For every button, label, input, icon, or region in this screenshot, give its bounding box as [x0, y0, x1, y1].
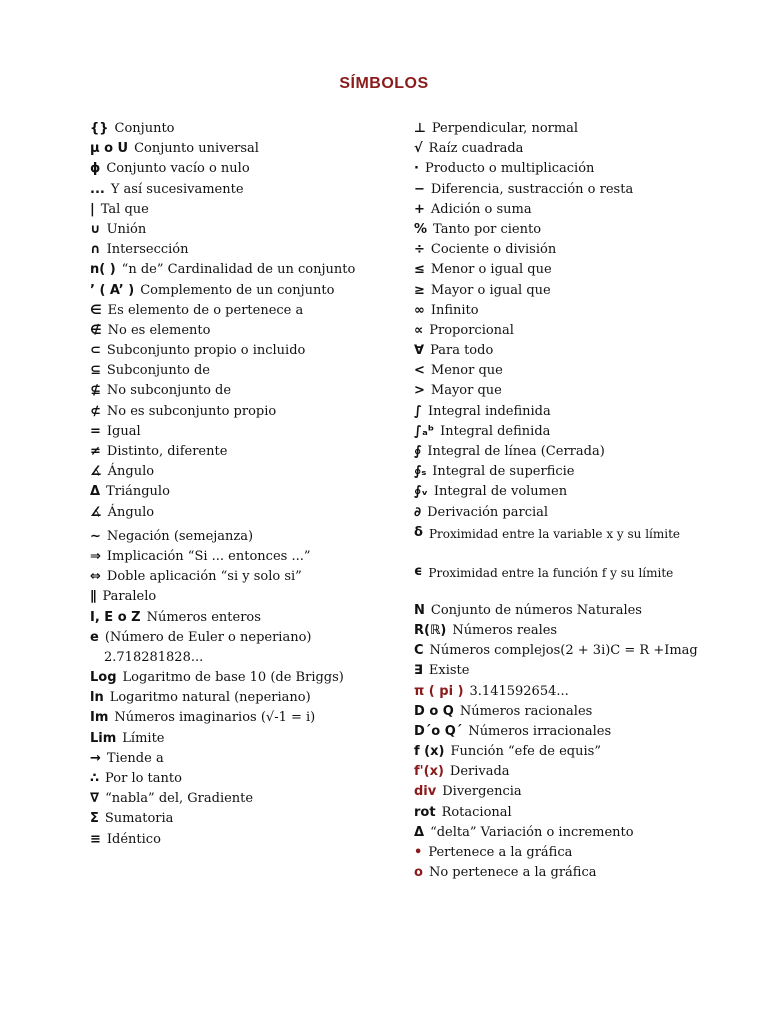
- symbol: ⇔: [90, 569, 101, 585]
- symbol-row: [414, 242, 714, 262]
- symbol-row: [90, 444, 400, 464]
- symbol: ⊆: [90, 363, 101, 379]
- symbol-row: [414, 444, 714, 464]
- symbol: f'(x): [414, 764, 444, 780]
- symbol: •: [414, 845, 423, 860]
- symbol-description: Triángulo: [106, 484, 170, 500]
- symbol-description: Distinto, diferente: [106, 444, 228, 459]
- symbol-description: Tiende a: [106, 750, 164, 766]
- symbol-description: Es elemento de o pertenece a: [107, 302, 304, 318]
- symbol-row: [414, 704, 714, 724]
- symbol: N: [414, 602, 425, 618]
- symbol: %: [414, 221, 428, 237]
- symbol-description: Integral de superficie: [432, 464, 575, 480]
- symbol-row: [90, 710, 400, 730]
- symbol-row: [414, 663, 714, 683]
- symbol-description: (Número de Euler o neperiano): [104, 629, 312, 645]
- symbol-description: “delta” Variación o incremento: [430, 824, 634, 840]
- symbol-description: Subconjunto propio o incluido: [106, 343, 306, 359]
- symbol-row: [414, 383, 714, 403]
- symbol-row: [414, 724, 714, 744]
- symbol: ...: [90, 181, 105, 197]
- symbol: =: [90, 423, 101, 439]
- symbol: ϵ: [414, 563, 423, 579]
- symbol: <: [414, 363, 425, 379]
- symbol-row: [414, 262, 714, 282]
- symbol-description: Integral indefinida: [427, 403, 551, 419]
- symbol: ⊈: [90, 383, 101, 399]
- symbol-row: [414, 323, 714, 343]
- symbol-row: [90, 630, 400, 650]
- symbol-row: [90, 811, 400, 831]
- symbol-row: [414, 603, 714, 623]
- symbol-description: Función “efe de equis”: [450, 744, 601, 760]
- symbol-description: Unión: [106, 221, 147, 237]
- symbol: Σ: [90, 811, 99, 827]
- symbol: e: [90, 629, 99, 645]
- symbol-description: Paralelo: [102, 589, 157, 605]
- symbol-row: [414, 764, 714, 784]
- symbol-description: Integral definida: [440, 423, 551, 439]
- symbol: ∫ₐᵇ: [414, 423, 435, 439]
- symbol: ∡: [90, 504, 102, 520]
- symbol-description: Números irracionales: [468, 723, 612, 739]
- symbol: div: [414, 784, 437, 800]
- symbol-row: [414, 363, 714, 383]
- symbol-row: [414, 845, 714, 865]
- symbol: ∪: [90, 221, 101, 237]
- symbol: ∼: [90, 528, 101, 544]
- symbol-description: Ángulo: [107, 504, 155, 520]
- symbol-row: [414, 283, 714, 303]
- symbol-description: Producto o multiplicación: [424, 161, 595, 177]
- symbol-row: [414, 141, 714, 161]
- symbol: n( ): [90, 262, 116, 278]
- symbol: ∉: [90, 322, 102, 338]
- symbol: μ o U: [90, 141, 129, 157]
- symbol-description: Infinito: [430, 302, 479, 318]
- symbol: ∫: [414, 403, 422, 419]
- symbol: ∮ᵥ: [414, 484, 428, 500]
- symbol: ⊄: [90, 403, 101, 419]
- symbol-row: [414, 424, 714, 444]
- symbol-row: [90, 771, 400, 791]
- page-title: SÍMBOLOS: [339, 75, 429, 92]
- symbol-row: [90, 424, 400, 444]
- symbol: −: [414, 181, 425, 197]
- symbol-description: Conjunto universal: [134, 141, 259, 157]
- symbol-description: Mayor que: [430, 383, 502, 399]
- symbol-row: [414, 121, 714, 141]
- symbol-description: Conjunto vacío o nulo: [106, 161, 250, 177]
- symbol-description: Existe: [428, 663, 470, 679]
- symbol-row: [414, 202, 714, 222]
- symbol-description: Logaritmo natural (neperiano): [109, 690, 311, 706]
- symbol-row: [90, 464, 400, 484]
- symbol: ϕ: [90, 161, 101, 177]
- symbol-row: [414, 564, 714, 603]
- symbol-description: Derivada: [449, 764, 510, 780]
- symbol-description: No es elemento: [107, 322, 211, 338]
- symbol: +: [414, 201, 425, 217]
- symbol-description: Números reales: [452, 622, 558, 638]
- right-symbol-column: [414, 121, 714, 885]
- symbol-description: Negación (semejanza): [106, 528, 254, 544]
- symbol: ∈: [90, 302, 102, 318]
- symbol-row: [90, 484, 400, 504]
- symbol-description: Números complejos(2 + 3i)C = R +Imag: [429, 643, 698, 659]
- symbol: ≥: [414, 282, 425, 298]
- symbol: ln: [90, 690, 104, 706]
- symbol-row: [90, 791, 400, 811]
- symbol-row: [414, 404, 714, 424]
- symbol-row: [414, 464, 714, 484]
- symbol-row: [414, 805, 714, 825]
- symbol-description: Cociente o división: [430, 242, 557, 258]
- symbol-description: Números imaginarios (√-1 = i): [114, 710, 316, 726]
- symbol-row: [90, 529, 400, 549]
- symbol-description: Igual: [106, 423, 141, 439]
- symbol-row: [90, 690, 400, 710]
- symbol-row: [90, 303, 400, 323]
- symbol: ÷: [414, 242, 425, 258]
- symbol: I, E o Z: [90, 609, 141, 625]
- symbol: ⇒: [90, 548, 101, 564]
- symbol-description: No es subconjunto propio: [106, 403, 277, 419]
- symbol-row: [90, 343, 400, 363]
- symbol: Log: [90, 670, 117, 686]
- symbol-description: Raíz cuadrada: [428, 141, 524, 157]
- symbol: Lim: [90, 730, 117, 746]
- symbol-description: Integral de línea (Cerrada): [427, 444, 605, 459]
- symbol-description: Derivación parcial: [427, 504, 549, 520]
- symbol-description: Menor que: [430, 363, 503, 379]
- symbol-row: [90, 731, 400, 751]
- symbol: ∥: [90, 589, 97, 605]
- symbol-description: Integral de volumen: [433, 484, 568, 500]
- symbol: ∮ₛ: [414, 464, 427, 480]
- symbol-row: [90, 323, 400, 343]
- symbol-description: No pertenece a la gráfica: [428, 865, 597, 881]
- symbol: Δ: [90, 484, 101, 500]
- symbol-description: Tal que: [100, 201, 149, 217]
- symbol-description: Por lo tanto: [105, 771, 182, 786]
- symbol-row: [414, 161, 714, 181]
- symbol-description: Números racionales: [459, 703, 593, 719]
- symbol-row: [90, 751, 400, 771]
- symbol-row: [90, 161, 400, 181]
- symbol-row: [414, 865, 714, 885]
- symbol: D o Q: [414, 703, 454, 719]
- symbol: δ: [414, 524, 423, 540]
- symbol-description: Implicación “Si ... entonces ...”: [106, 548, 311, 564]
- symbol-row: [414, 505, 714, 525]
- symbol: ∀: [414, 343, 425, 359]
- symbol-row: [414, 623, 714, 643]
- symbol: C: [414, 643, 424, 659]
- symbol: π ( pi ): [414, 683, 464, 699]
- symbol-row: [414, 222, 714, 242]
- symbol-description: 3.141592654...: [469, 683, 569, 699]
- symbol-description: No subconjunto de: [106, 383, 232, 399]
- symbol-row: [414, 643, 714, 663]
- symbol-row: [90, 222, 400, 242]
- symbol-description: Ángulo: [107, 464, 155, 480]
- symbol: ∩: [90, 242, 101, 258]
- symbol-row: [414, 525, 714, 564]
- symbol: ∃: [414, 663, 423, 679]
- symbol-description: “nabla” del, Gradiente: [105, 791, 254, 807]
- symbol: →: [90, 750, 101, 766]
- symbol-row: [90, 610, 400, 630]
- symbol-description: Divergencia: [442, 784, 522, 800]
- symbol-row-continuation: [90, 650, 400, 670]
- symbol-description: Pertenece a la gráfica: [428, 845, 573, 860]
- symbol-description: “n de” Cardinalidad de un conjunto: [121, 262, 356, 278]
- symbol-description: Límite: [122, 730, 165, 746]
- symbol: Δ: [414, 824, 425, 840]
- symbol: √: [414, 141, 423, 157]
- symbol-description: Perpendicular, normal: [431, 121, 579, 136]
- symbol: R(ℝ): [414, 622, 447, 638]
- symbol-row: [414, 684, 714, 704]
- symbol-description: Proximidad entre la variable x y su límite: [428, 526, 681, 541]
- symbol-row: [90, 141, 400, 161]
- symbol-row: [90, 121, 400, 141]
- symbol: ⊂: [90, 343, 101, 359]
- symbol-description: Subconjunto de: [106, 363, 210, 379]
- symbol-row: [90, 670, 400, 690]
- symbol-row: [414, 343, 714, 363]
- symbol: ∴: [90, 771, 100, 786]
- symbol: ≠: [90, 444, 101, 459]
- symbol: ·: [414, 161, 419, 177]
- symbol: o: [414, 865, 423, 881]
- symbol: D´o Q´: [414, 723, 463, 739]
- symbol-row: [90, 404, 400, 424]
- symbol-row: [90, 505, 400, 525]
- symbol-description: Proximidad entre la función f y su límite: [428, 565, 674, 580]
- symbol-description: Mayor o igual que: [430, 282, 551, 298]
- symbol-description: Diferencia, sustracción o resta: [430, 181, 634, 197]
- symbol-description: Menor o igual que: [430, 262, 552, 278]
- symbol: |: [90, 201, 95, 217]
- left-symbol-column: [90, 121, 400, 852]
- symbol: ∡: [90, 464, 102, 480]
- symbol-description: Y así sucesivamente: [110, 181, 244, 197]
- symbol: ≡: [90, 831, 101, 847]
- symbol-row: [414, 825, 714, 845]
- symbol-row: [414, 484, 714, 504]
- symbol-row: [90, 383, 400, 403]
- symbol-row: [414, 784, 714, 804]
- symbol-row: [90, 569, 400, 589]
- symbol-description: Doble aplicación “si y solo si”: [106, 569, 302, 585]
- symbol-row: [90, 283, 400, 303]
- symbol: ⊥: [414, 121, 426, 136]
- symbol-description: Conjunto de números Naturales: [430, 602, 642, 618]
- symbol-description: 2.718281828...: [104, 649, 204, 665]
- symbol: >: [414, 383, 425, 399]
- symbol: ∝: [414, 322, 424, 338]
- symbol-description: Conjunto: [114, 121, 175, 136]
- symbol-description: Logaritmo de base 10 (de Briggs): [122, 670, 344, 686]
- symbol: f (x): [414, 744, 445, 760]
- symbol-row: [90, 589, 400, 609]
- symbol-description: Rotacional: [441, 804, 512, 820]
- symbol: ≤: [414, 262, 425, 278]
- symbol: {}: [90, 121, 109, 136]
- symbol-description: Adición o suma: [430, 201, 532, 217]
- symbol: rot: [414, 804, 436, 820]
- symbol-row: [414, 303, 714, 323]
- symbol-row: [414, 744, 714, 764]
- symbol-description: Sumatoria: [104, 811, 174, 827]
- symbol-description: Proporcional: [429, 322, 514, 338]
- symbol-row: [90, 549, 400, 569]
- symbol-description: Idéntico: [106, 831, 161, 847]
- symbol-row: [90, 242, 400, 262]
- symbol: ∇: [90, 791, 100, 807]
- symbol-description: Tanto por ciento: [433, 221, 542, 237]
- symbol: Im: [90, 710, 109, 726]
- symbol: ∮: [414, 444, 422, 459]
- symbol: ∞: [414, 302, 425, 318]
- symbol-row: [90, 262, 400, 282]
- symbol: ’ ( A’ ): [90, 282, 135, 298]
- symbol-row: [90, 202, 400, 222]
- symbol-description: Intersección: [106, 242, 189, 258]
- symbol-row: [90, 182, 400, 202]
- symbol-row: [90, 363, 400, 383]
- symbol: ∂: [414, 504, 422, 520]
- symbol-description: Para todo: [430, 343, 494, 359]
- symbol-description: Números enteros: [146, 609, 261, 625]
- symbol-description: Complemento de un conjunto: [140, 282, 335, 298]
- symbol-row: [90, 832, 400, 852]
- symbol-row: [414, 182, 714, 202]
